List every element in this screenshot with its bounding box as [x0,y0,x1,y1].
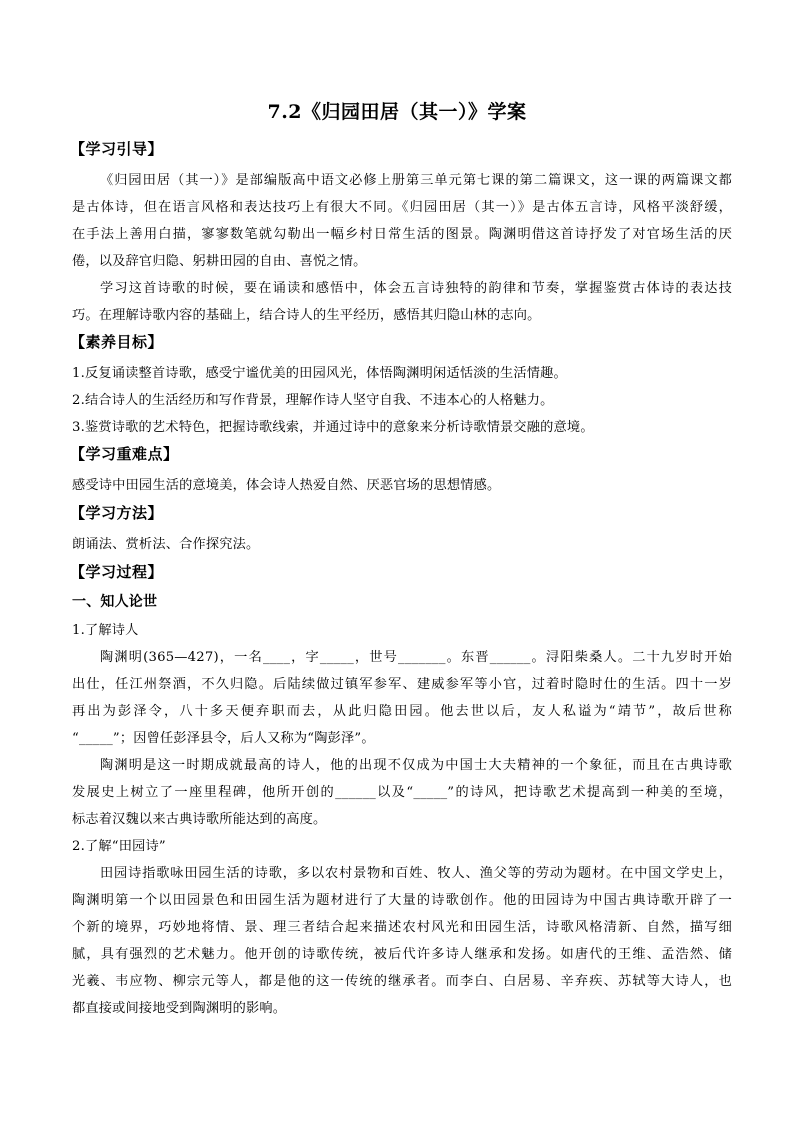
paragraph-line: 光羲、韦应物、柳宗元等人，都是他的这一传统的继承者。而李白、白居易、辛弃疾、苏轼等大诗人，也 [72,974,732,989]
paragraph-line: 陶渊明(365—427)，一名____，字_____，世号_______。东晋______。浔阳柴桑人。二十九岁时开始 [100,650,732,665]
paragraph-line: 标志着汉魏以来古典诗歌所能达到的高度。 [72,812,327,827]
paragraph-line: 巧。在理解诗歌内容的基础上，结合诗人的生平经历，感悟其归隐山林的志向。 [72,308,541,323]
section-heading-key: 【学习重难点】 [70,445,179,463]
paragraph-line: 田园诗指歌咏田园生活的诗歌，多以农村景物和百姓、牧人、渔父等的劳动为题材。在中国文学史上， [100,866,732,881]
paragraph-line: 个新的境界，巧妙地将情、景、理三者结合起来描述农村风光和田园生活，诗歌风格清新、自然，描写细 [72,920,732,935]
paragraph-line: 出仕，任江州祭酒，不久归隐。后陆续做过镇军参军、建威参军等小官，过着时隐时仕的生活。四十一岁 [72,677,732,692]
goal-item: 3.鉴赏诗歌的艺术特色，把握诗歌线索，并通过诗中的意象来分析诗歌情景交融的意境。 [72,420,594,435]
paragraph-line: 学习这首诗歌的时候，要在诵读和感悟中，体会五言诗独特的韵律和节奏，掌握鉴赏古体诗的表达技 [100,281,732,296]
paragraph-line: 在手法上善用白描，寥寥数笔就勾勒出一幅乡村日常生活的图景。陶渊明借这首诗抒发了对官场生活的厌 [72,227,732,242]
paragraph-line: “_____”；因曾任彭泽县令，后人又称为“陶彭泽”。 [72,731,375,746]
paragraph-line: 发展史上树立了一座里程碑，他所开创的______以及“_____”的诗风，把诗歌艺术提高到一种美的至境， [72,785,732,800]
paragraph-line: 是古体诗，但在语言风格和表达技巧上有很大不同。《归园田居（其一）》是古体五言诗，风格平淡舒缓， [72,200,732,215]
paragraph-line: 再出为彭泽令，八十多天便弃职而去，从此归隐田园。他去世以后，友人私谥为“靖节”，故后世称 [72,704,732,719]
goal-item: 2.结合诗人的生活经历和写作背景，理解作诗人坚守自我、不违本心的人格魅力。 [72,393,554,408]
key-text: 感受诗中田园生活的意境美，体会诗人热爱自然、厌恶官场的思想情感。 [72,478,501,493]
page-title: 7.2《归园田居（其一）》学案 [267,101,527,123]
method-text: 朗诵法、赏析法、合作探究法。 [72,537,260,552]
paragraph-line: 都直接或间接地受到陶渊明的影响。 [72,1001,287,1016]
section-heading-process: 【学习过程】 [70,563,164,581]
subsection-title: 2.了解“田园诗” [72,839,166,854]
paragraph-line: 腻，具有强烈的艺术魅力。他开创的诗歌传统，被后代许多诗人继承和发扬。如唐代的王维、孟浩然、储 [72,947,732,962]
part-title: 一、知人论世 [72,594,158,610]
goal-item: 1.反复诵读整首诗歌，感受宁谧优美的田园风光，体悟陶渊明闲适恬淡的生活情趣。 [72,366,567,381]
paragraph-line: 倦，以及辞官归隐、躬耕田园的自由、喜悦之情。 [72,254,367,269]
section-heading-goals: 【素养目标】 [70,333,164,351]
paragraph-line: 《归园田居（其一）》是部编版高中语文必修上册第三单元第七课的第二篇课文，这一课的两篇课文都 [100,173,732,188]
paragraph-line: 陶渊明是这一时期成就最高的诗人，他的出现不仅成为中国士大夫精神的一个象征，而且在古典诗歌 [100,758,732,773]
subsection-title: 1.了解诗人 [72,623,139,638]
section-heading-method: 【学习方法】 [70,504,164,522]
paragraph-line: 陶渊明第一个以田园景色和田园生活为题材进行了大量的诗歌创作。他的田园诗为中国古典诗歌开辟了一 [72,893,732,908]
section-heading-guide: 【学习引导】 [70,140,164,158]
